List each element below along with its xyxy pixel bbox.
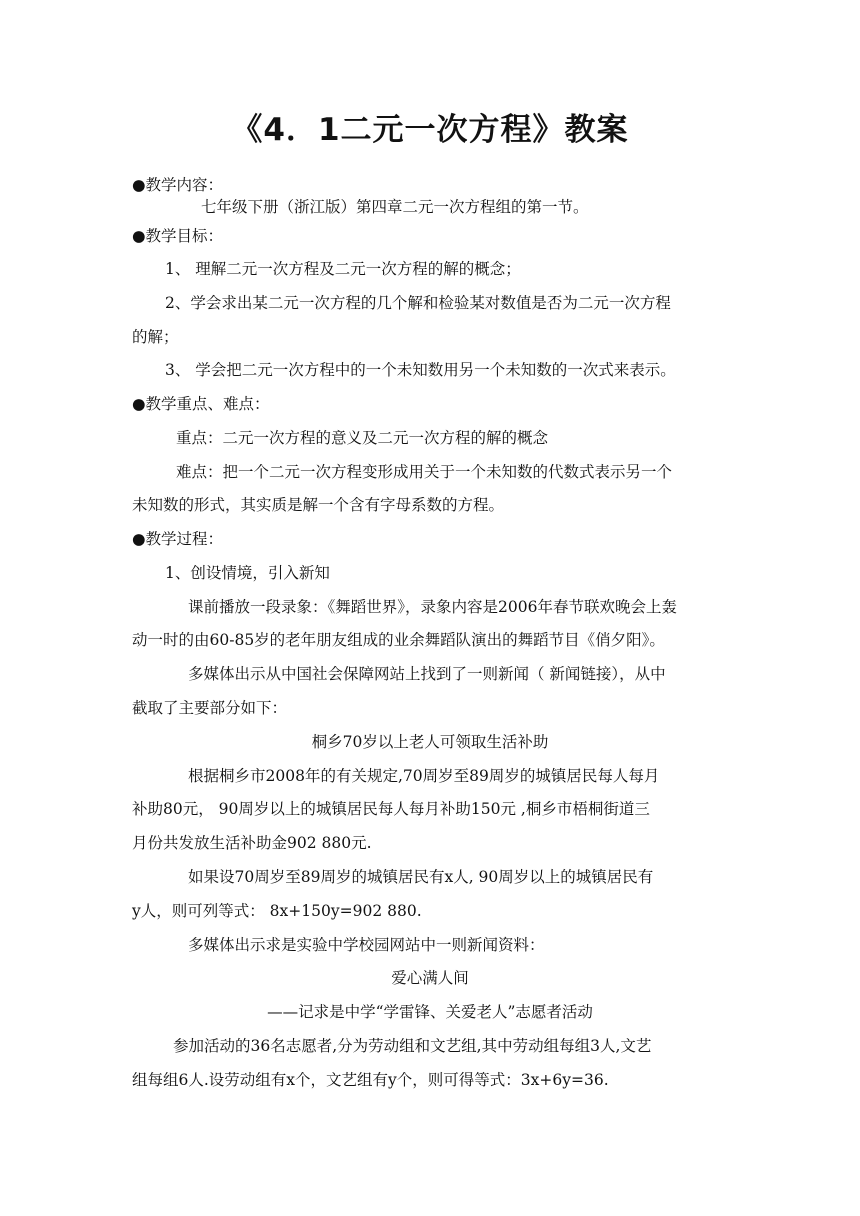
paragraph-line: 如果设70周岁至89周岁的城镇居民有x人, 90周岁以上的城镇居民有 bbox=[188, 868, 654, 886]
paragraph-line: 参加活动的36名志愿者,分为劳动组和文艺组,其中劳动组每组3人,文艺 bbox=[173, 1037, 652, 1055]
section-heading-content: ●教学内容： bbox=[132, 176, 224, 194]
paragraph-line: y人，则可列等式： 8x+150y=902 880. bbox=[132, 902, 422, 920]
paragraph-line: 七年级下册（浙江版）第四章二元一次方程组的第一节。 bbox=[201, 198, 589, 216]
news-headline: 桐乡70岁以上老人可领取生活补助 bbox=[311, 733, 549, 751]
news-headline: 爱心满人间 bbox=[391, 969, 469, 987]
list-item: 2、学会求出某二元一次方程的几个解和检验某对数值是否为二元一次方程 bbox=[165, 294, 671, 312]
subsection-heading: 1、创设情境，引入新知 bbox=[165, 564, 330, 582]
paragraph-line: 课前播放一段录象：《舞蹈世界》，录象内容是2006年春节联欢晚会上轰 bbox=[188, 598, 677, 616]
paragraph-line: 动一时的由60-85岁的老年朋友组成的业余舞蹈队演出的舞蹈节目《俏夕阳》。 bbox=[132, 631, 665, 649]
paragraph-line: 月份共发放生活补助金902 880元. bbox=[132, 834, 372, 852]
paragraph-line: 多媒体出示求是实验中学校园网站中一则新闻资料： bbox=[188, 936, 545, 954]
news-subheadline: ——记求是中学“学雷锋、关爱老人”志愿者活动 bbox=[267, 1003, 593, 1021]
paragraph-line: 组每组6人.设劳动组有x个，文艺组有y个，则可得等式：3x+6y=36. bbox=[132, 1071, 609, 1089]
list-item: 1、 理解二元一次方程及二元一次方程的解的概念； bbox=[165, 260, 521, 278]
paragraph-line: 根据桐乡市2008年的有关规定,70周岁至89周岁的城镇居民每人每月 bbox=[188, 767, 660, 785]
paragraph-line: 截取了主要部分如下： bbox=[132, 699, 288, 717]
paragraph-line: 补助80元， 90周岁以上的城镇居民每人每月补助150元 ,桐乡市梧桐街道三 bbox=[132, 800, 650, 818]
paragraph-line: 难点：把一个二元一次方程变形成用关于一个未知数的代数式表示另一个 bbox=[176, 463, 673, 481]
paragraph-line: 多媒体出示从中国社会保障网站上找到了一则新闻（ 新闻链接），从中 bbox=[188, 665, 666, 683]
paragraph-line: 重点：二元一次方程的意义及二元一次方程的解的概念 bbox=[176, 429, 549, 447]
paragraph-line: 未知数的形式，其实质是解一个含有字母系数的方程。 bbox=[132, 496, 505, 514]
list-item: 3、 学会把二元一次方程中的一个未知数用另一个未知数的一次式来表示。 bbox=[165, 361, 676, 379]
section-heading-process: ●教学过程： bbox=[132, 530, 224, 548]
section-heading-objectives: ●教学目标： bbox=[132, 227, 224, 245]
section-heading-key-points: ●教学重点、难点： bbox=[132, 395, 270, 413]
paragraph-line: 的解； bbox=[132, 328, 179, 346]
document-title: 《4．1二元一次方程》教案 bbox=[231, 112, 629, 148]
